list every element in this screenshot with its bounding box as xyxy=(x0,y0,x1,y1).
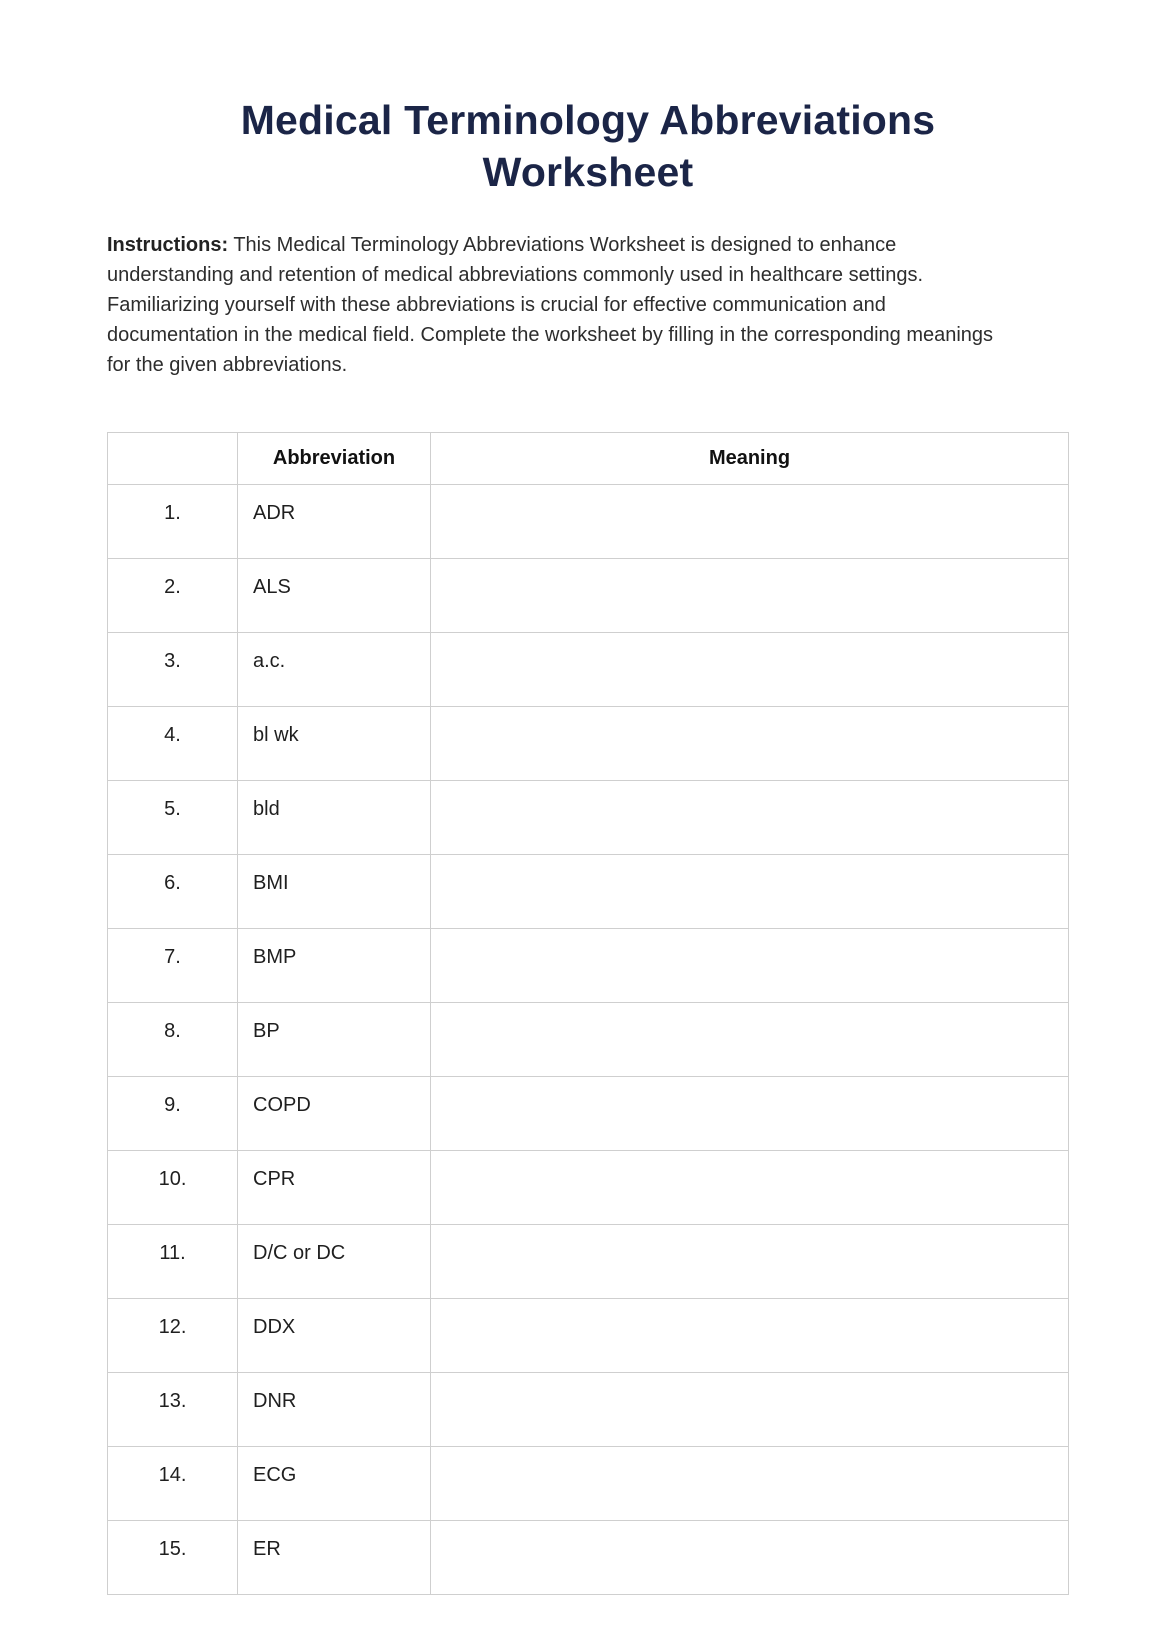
meaning-blank-cell[interactable] xyxy=(431,781,1069,855)
instructions-text: This Medical Terminology Abbreviations Worksheet is designed to enhance understanding and retention of medical abbreviations commonly used in healthcare settings. Familiarizing yourself with these abbreviations is crucial for effective communication and documentation in the medical field. Complete the worksheet by filling in the corresponding meanings for the given abbreviations. xyxy=(107,234,994,376)
abbreviation-cell: a.c. xyxy=(238,633,431,707)
meaning-blank-cell[interactable] xyxy=(431,929,1069,1003)
row-number-cell: 9. xyxy=(108,1077,238,1151)
abbreviation-cell: CPR xyxy=(238,1151,431,1225)
row-number-cell: 14. xyxy=(108,1447,238,1521)
meaning-blank-cell[interactable] xyxy=(431,707,1069,781)
table-row xyxy=(108,1299,1069,1373)
abbreviation-cell: DDX xyxy=(238,1299,431,1373)
abbreviation-cell: DNR xyxy=(238,1373,431,1447)
meaning-blank-cell[interactable] xyxy=(431,1373,1069,1447)
row-number-cell: 10. xyxy=(108,1151,238,1225)
table-row xyxy=(108,929,1069,1003)
header-abbreviation: Abbreviation xyxy=(238,433,431,485)
abbreviation-cell: BP xyxy=(238,1003,431,1077)
meaning-blank-cell[interactable] xyxy=(431,855,1069,929)
row-number-cell: 13. xyxy=(108,1373,238,1447)
table-row xyxy=(108,1225,1069,1299)
abbreviation-cell: COPD xyxy=(238,1077,431,1151)
meaning-blank-cell[interactable] xyxy=(431,1521,1069,1595)
table-header-row xyxy=(108,433,1069,485)
table-row xyxy=(108,1151,1069,1225)
abbreviation-cell: D/C or DC xyxy=(238,1225,431,1299)
abbreviation-cell: BMI xyxy=(238,855,431,929)
table-row xyxy=(108,1521,1069,1595)
meaning-blank-cell[interactable] xyxy=(431,1447,1069,1521)
meaning-blank-cell[interactable] xyxy=(431,1003,1069,1077)
instructions-label: Instructions: xyxy=(107,234,229,256)
row-number-cell: 15. xyxy=(108,1521,238,1595)
table-row xyxy=(108,1373,1069,1447)
table-row xyxy=(108,485,1069,559)
meaning-blank-cell[interactable] xyxy=(431,1299,1069,1373)
row-number-cell: 8. xyxy=(108,1003,238,1077)
abbreviations-table xyxy=(107,432,1069,1595)
table-row xyxy=(108,559,1069,633)
table-row xyxy=(108,1003,1069,1077)
table-row xyxy=(108,707,1069,781)
row-number-cell: 4. xyxy=(108,707,238,781)
meaning-blank-cell[interactable] xyxy=(431,485,1069,559)
abbreviation-cell: ER xyxy=(238,1521,431,1595)
row-number-cell: 6. xyxy=(108,855,238,929)
abbreviation-cell: bld xyxy=(238,781,431,855)
table-row xyxy=(108,781,1069,855)
abbreviation-cell: ADR xyxy=(238,485,431,559)
abbreviation-cell: BMP xyxy=(238,929,431,1003)
row-number-cell: 1. xyxy=(108,485,238,559)
meaning-blank-cell[interactable] xyxy=(431,1077,1069,1151)
page-title: Medical Terminology Abbreviations Worksheet xyxy=(240,97,936,195)
abbreviation-cell: ECG xyxy=(238,1447,431,1521)
meaning-blank-cell[interactable] xyxy=(431,1151,1069,1225)
row-number-cell: 7. xyxy=(108,929,238,1003)
table-row xyxy=(108,633,1069,707)
row-number-cell: 2. xyxy=(108,559,238,633)
abbreviation-cell: ALS xyxy=(238,559,431,633)
meaning-blank-cell[interactable] xyxy=(431,1225,1069,1299)
row-number-cell: 11. xyxy=(108,1225,238,1299)
table-row xyxy=(108,1447,1069,1521)
header-number-cell xyxy=(108,433,238,485)
row-number-cell: 5. xyxy=(108,781,238,855)
table-row xyxy=(108,1077,1069,1151)
header-meaning: Meaning xyxy=(431,433,1069,485)
row-number-cell: 12. xyxy=(108,1299,238,1373)
table-row xyxy=(108,855,1069,929)
abbreviation-cell: bl wk xyxy=(238,707,431,781)
instructions-paragraph xyxy=(107,230,999,380)
meaning-blank-cell[interactable] xyxy=(431,559,1069,633)
row-number-cell: 3. xyxy=(108,633,238,707)
meaning-blank-cell[interactable] xyxy=(431,633,1069,707)
